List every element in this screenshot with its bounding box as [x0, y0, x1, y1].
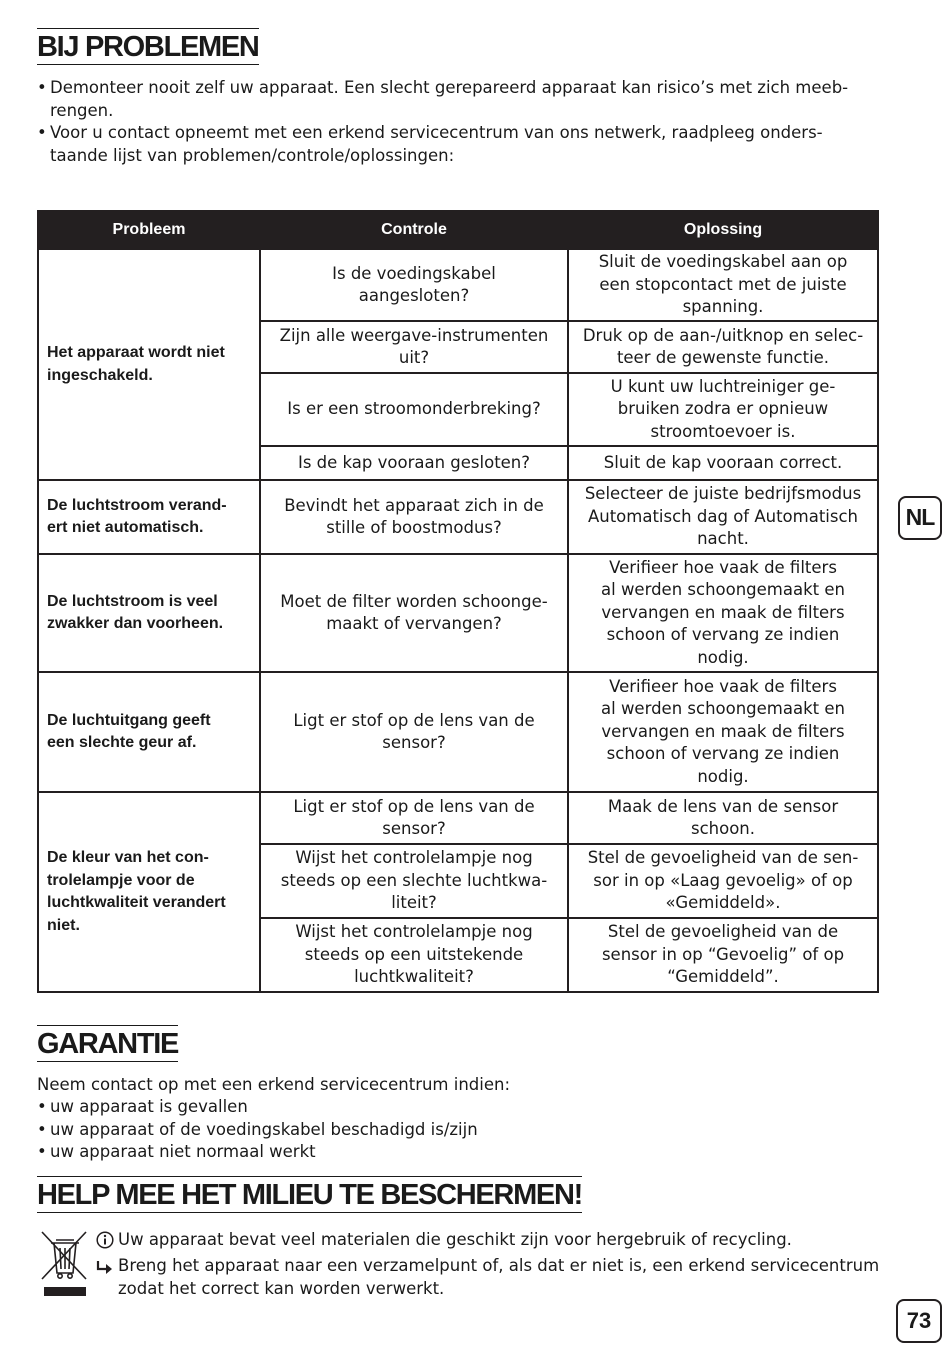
table-row — [38, 792, 878, 844]
check-cell: Ligt er stof op de lens van de sensor? — [260, 672, 568, 792]
problem-cell: De luchtstroom is veel zwakker dan voorheen. — [38, 554, 260, 672]
solution-cell: Verifieer hoe vaak de filters al werden schoongemaakt en vervangen en maak de filters schoon of vervang ze indien nodig. — [568, 554, 878, 672]
problem-cell: Het apparaat wordt niet ingeschakeld. — [38, 249, 260, 480]
page-number: 73 — [896, 1299, 942, 1343]
warranty-bullet-list — [37, 1096, 897, 1164]
list-item: • Demonteer nooit zelf uw apparaat. Een slecht gerepareerd apparaat kan risico’s met zich meeb- rengen. — [37, 77, 897, 122]
table-row — [38, 480, 878, 554]
solution-cell: Selecteer de juiste bedrijfsmodus Automatisch dag of Automatisch nacht. — [568, 480, 878, 554]
warranty-intro: Neem contact op met een erkend servicecentrum indien: — [37, 1075, 511, 1094]
check-cell: Wijst het controlelampje nog steeds op een slechte luchtkwa- liteit? — [260, 844, 568, 918]
section-title-problems: BIJ PROBLEMEN — [37, 28, 259, 65]
check-cell: Ligt er stof op de lens van de sensor? — [260, 792, 568, 844]
solution-cell: Druk op de aan-/uitknop en selec- teer de gewenste functie. — [568, 321, 878, 373]
problem-cell: De luchtuitgang geeft een slechte geur af. — [38, 672, 260, 792]
problem-cell: De kleur van het con- trolelampje voor de luchtkwaliteit verandert niet. — [38, 792, 260, 992]
column-header-check: Controle — [260, 211, 568, 249]
check-cell: Is er een stroomonderbreking? — [260, 373, 568, 446]
list-item: • Voor u contact opneemt met een erkend servicecentrum van ons netwerk, raadpleeg onders- taande lijst van problemen/controle/oplossingen: — [37, 122, 897, 167]
info-circle-icon — [96, 1229, 114, 1256]
check-cell: Bevindt het apparaat zich in de stille of boostmodus? — [260, 480, 568, 554]
list-item: • uw apparaat is gevallen — [37, 1096, 897, 1119]
column-header-problem: Probleem — [38, 211, 260, 249]
crossed-out-bin-icon — [40, 1229, 90, 1299]
table-row — [38, 249, 878, 321]
check-cell: Zijn alle weergave-instrumenten uit? — [260, 321, 568, 373]
section-title-environment: HELP MEE HET MILIEU TE BESCHERMEN! — [37, 1176, 582, 1213]
solution-cell: Sluit de voedingskabel aan op een stopcontact met de juiste spanning. — [568, 249, 878, 321]
check-cell: Is de kap vooraan gesloten? — [260, 446, 568, 480]
solution-cell: Maak de lens van de sensor schoon. — [568, 792, 878, 844]
table-row — [38, 554, 878, 672]
table-row — [38, 672, 878, 792]
list-item: • uw apparaat niet normaal werkt — [37, 1141, 897, 1164]
check-cell: Wijst het controlelampje nog steeds op een uitstekende luchtkwaliteit? — [260, 918, 568, 992]
solution-cell: Stel de gevoeligheid van de sen- sor in op «Laag gevoelig» of op «Gemiddeld». — [568, 844, 878, 918]
problems-bullet-list — [37, 77, 897, 167]
table-header-row — [38, 211, 878, 249]
environment-line-recycle: Uw apparaat bevat veel materialen die geschikt zijn voor hergebruik of recycling. — [96, 1229, 896, 1252]
check-cell: Moet de filter worden schoonge- maakt of vervangen? — [260, 554, 568, 672]
language-tab-badge: NL — [898, 496, 942, 540]
solution-cell: U kunt uw luchtreiniger ge- bruiken zodra er opnieuw stroomtoevoer is. — [568, 373, 878, 446]
list-item: • uw apparaat of de voedingskabel beschadigd is/zijn — [37, 1119, 897, 1142]
environment-line-collection: Breng het apparaat naar een verzamelpunt of, als dat er niet is, een erkend servicecentrum zodat het correct kan worden verwerkt. — [96, 1255, 896, 1300]
section-title-warranty: GARANTIE — [37, 1025, 178, 1062]
check-cell: Is de voedingskabel aangesloten? — [260, 249, 568, 321]
problem-cell: De luchtstroom verand- ert niet automatisch. — [38, 480, 260, 554]
solution-cell: Stel de gevoeligheid van de sensor in op “Gevoelig” of op “Gemiddeld”. — [568, 918, 878, 992]
solution-cell: Sluit de kap vooraan correct. — [568, 446, 878, 480]
troubleshooting-table — [37, 210, 879, 993]
solution-cell: Verifieer hoe vaak de filters al werden schoongemaakt en vervangen en maak de filters schoon of vervang ze indien nodig. — [568, 672, 878, 792]
arrow-right-icon — [96, 1255, 114, 1282]
column-header-solution: Oplossing — [568, 211, 878, 249]
